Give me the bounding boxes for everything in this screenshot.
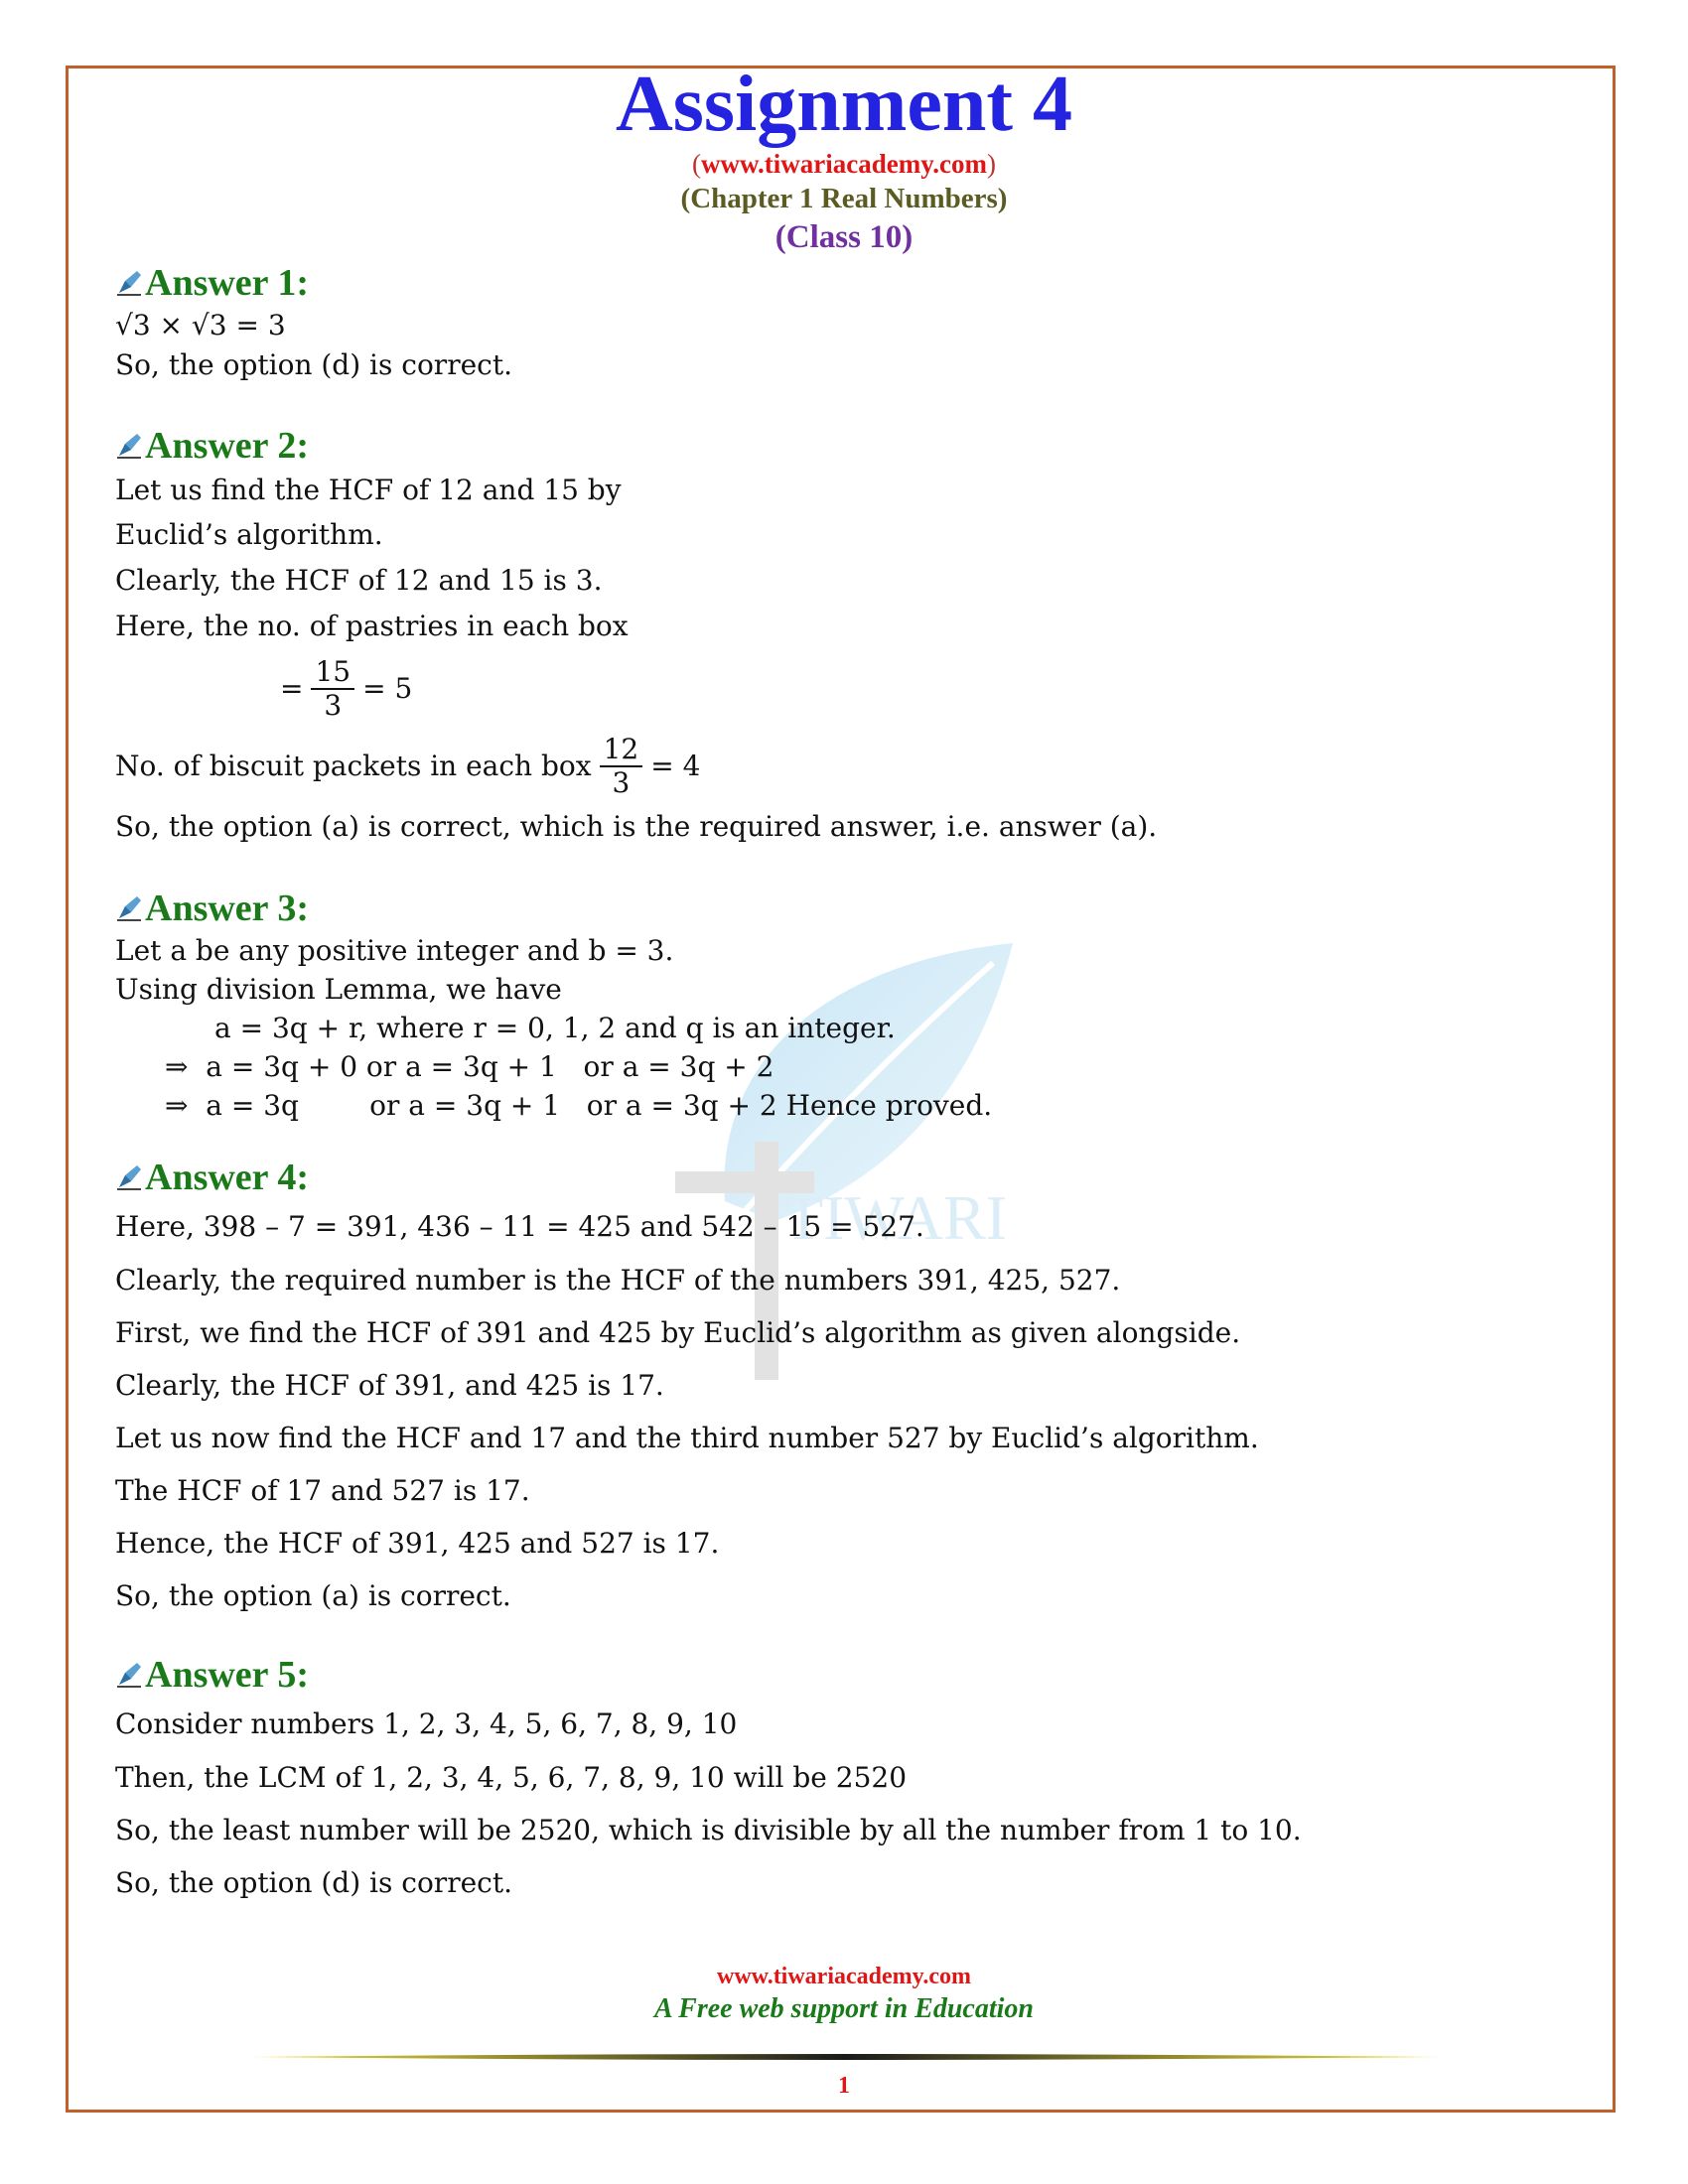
answer-1-line-2: So, the option (d) is correct.: [115, 348, 512, 381]
frac2-suffix: = 4: [650, 750, 701, 782]
answer-5-line-1: Consider numbers 1, 2, 3, 4, 5, 6, 7, 8, 9, 10: [115, 1707, 738, 1740]
pen-icon: [115, 269, 143, 297]
answer-5-title: Answer 5:: [145, 1654, 310, 1696]
header-site-url[interactable]: www.tiwariacademy.com: [701, 149, 987, 179]
answer-2-fraction-pastries: [115, 649, 1565, 729]
answer-4-heading: [115, 1155, 1565, 1200]
answer-4-line-2: Clearly, the required number is the HCF of the numbers 391, 425, 527.: [115, 1264, 1121, 1297]
paren-open: (: [692, 149, 702, 179]
answer-1-title: Answer 1:: [145, 262, 310, 304]
frac1-suffix: = 5: [362, 672, 413, 705]
answer-4-line-3: First, we find the HCF of 391 and 425 by Euclid’s algorithm as given alongside.: [115, 1316, 1241, 1349]
paren-close: ): [986, 149, 996, 179]
answer-2-line-2: Euclid’s algorithm.: [115, 518, 383, 551]
frac1-denominator: 3: [324, 689, 343, 722]
answer-2-heading: [115, 423, 1565, 469]
pen-icon: [115, 894, 143, 922]
frac2-denominator: 3: [612, 766, 631, 799]
header-site: [0, 149, 1688, 180]
frac2-numerator: 12: [600, 734, 643, 767]
frac1-prefix: =: [280, 672, 304, 705]
answer-3-line-1: Let a be any positive integer and b = 3.: [115, 934, 674, 967]
answer-3-line-4: ⇒ a = 3q + 0 or a = 3q + 1 or a = 3q + 2: [165, 1050, 774, 1083]
pen-icon: [115, 432, 143, 460]
answer-4-line-8: So, the option (a) is correct.: [115, 1579, 511, 1612]
answer-2-title: Answer 2:: [145, 425, 310, 467]
answer-4-line-1: Here, 398 – 7 = 391, 436 – 11 = 425 and 542 – 15 = 527.: [115, 1210, 924, 1243]
footer-divider: [248, 2053, 1440, 2061]
answer-4-title: Answer 4:: [145, 1157, 310, 1198]
answer-4-line-7: Hence, the HCF of 391, 425 and 527 is 17.: [115, 1527, 720, 1560]
answer-3-heading: [115, 886, 1565, 931]
answers-content: [115, 260, 1565, 1909]
answer-1-heading: [115, 260, 1565, 306]
page-number: 1: [838, 2073, 850, 2099]
frac1-numerator: 15: [311, 656, 354, 690]
footer-tagline: A Free web support in Education: [654, 1993, 1034, 2024]
answer-5-line-2: Then, the LCM of 1, 2, 3, 4, 5, 6, 7, 8, 9, 10 will be 2520: [115, 1761, 908, 1794]
answer-1-line-1: √3 × √3 = 3: [115, 309, 286, 341]
answer-3-line-2: Using division Lemma, we have: [115, 973, 562, 1006]
answer-4-line-5: Let us now find the HCF and 17 and the third number 527 by Euclid’s algorithm.: [115, 1422, 1259, 1454]
pen-icon: [115, 1661, 143, 1689]
frac1: [311, 656, 354, 722]
frac2-prefix: No. of biscuit packets in each box: [115, 750, 592, 782]
answer-3-line-5: ⇒ a = 3q or a = 3q + 1 or a = 3q + 2 Hence proved.: [165, 1089, 993, 1122]
class-label: (Class 10): [774, 219, 914, 255]
answer-5-heading: [115, 1652, 1565, 1698]
watermark-text: TIWARI: [784, 1182, 1007, 1253]
answer-2-line-4: Here, the no. of pastries in each box: [115, 610, 629, 642]
answer-5-line-3: So, the least number will be 2520, which is divisible by all the number from 1 to 10.: [115, 1814, 1302, 1846]
answer-2-line-3: Clearly, the HCF of 12 and 15 is 3.: [115, 564, 603, 597]
answer-2-line-1: Let us find the HCF of 12 and 15 by: [115, 474, 622, 506]
footer-url[interactable]: www.tiwariacademy.com: [717, 1964, 971, 1989]
answer-2-fraction-biscuits: [115, 729, 1565, 804]
answer-3-title: Answer 3:: [145, 887, 310, 929]
pen-icon: [115, 1163, 143, 1191]
answer-4-line-6: The HCF of 17 and 527 is 17.: [115, 1474, 530, 1507]
frac2: [600, 734, 643, 799]
chapter-title: (Chapter 1 Real Numbers): [680, 183, 1008, 214]
answer-4-line-4: Clearly, the HCF of 391, and 425 is 17.: [115, 1369, 664, 1402]
answer-5-line-4: So, the option (d) is correct.: [115, 1866, 512, 1899]
answer-3-line-3: a = 3q + r, where r = 0, 1, 2 and q is an integer.: [214, 1012, 896, 1044]
answer-2-conclusion: So, the option (a) is correct, which is the required answer, i.e. answer (a).: [115, 810, 1158, 843]
page-title: Assignment 4: [615, 61, 1073, 148]
